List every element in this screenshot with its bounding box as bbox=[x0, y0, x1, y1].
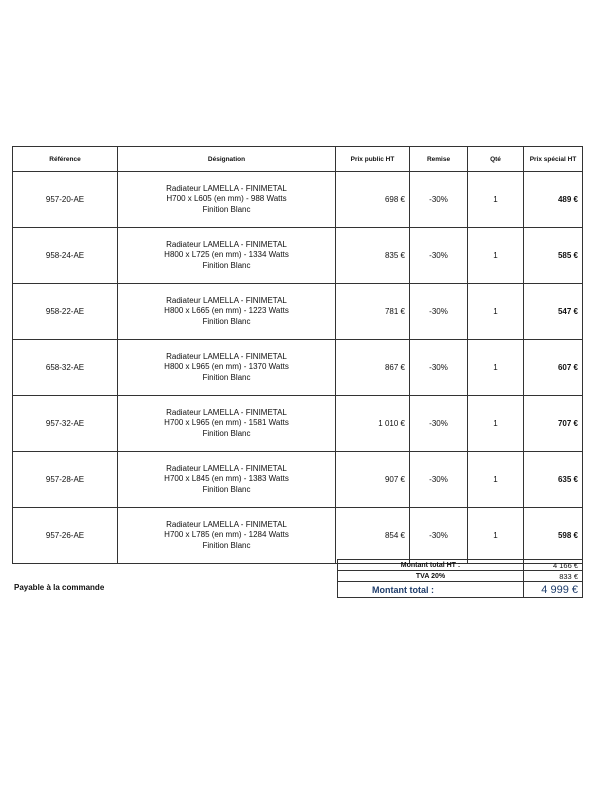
grand-total-label: Montant total : bbox=[338, 582, 524, 598]
cell-reference: 658-32-AE bbox=[13, 340, 118, 396]
header-reference: Référence bbox=[13, 147, 118, 172]
designation-line: Finition Blanc bbox=[202, 260, 251, 270]
cell-prix-public: 854 € bbox=[336, 508, 410, 564]
designation-line: Finition Blanc bbox=[202, 484, 251, 494]
designation-line: H700 x L965 (en mm) - 1581 Watts bbox=[164, 418, 289, 428]
payment-terms: Payable à la commande bbox=[14, 583, 105, 592]
quote-table bbox=[12, 146, 583, 564]
designation-line: H800 x L725 (en mm) - 1334 Watts bbox=[164, 250, 289, 260]
cell-reference: 957-26-AE bbox=[13, 508, 118, 564]
table-row bbox=[13, 396, 583, 452]
total-ht-row bbox=[338, 560, 583, 571]
cell-qte: 1 bbox=[468, 172, 524, 228]
cell-prix-special: 547 € bbox=[524, 284, 583, 340]
cell-qte: 1 bbox=[468, 452, 524, 508]
designation-line: H700 x L785 (en mm) - 1284 Watts bbox=[164, 530, 289, 540]
cell-prix-special: 585 € bbox=[524, 228, 583, 284]
table-row bbox=[13, 452, 583, 508]
cell-qte: 1 bbox=[468, 396, 524, 452]
tva-label: TVA 20% bbox=[338, 571, 524, 582]
cell-qte: 1 bbox=[468, 284, 524, 340]
header-prix-special: Prix spécial HT bbox=[524, 147, 583, 172]
header-remise: Remise bbox=[410, 147, 468, 172]
cell-designation bbox=[118, 340, 336, 396]
designation-line: Radiateur LAMELLA - FINIMETAL bbox=[166, 463, 287, 473]
designation-line: Radiateur LAMELLA - FINIMETAL bbox=[166, 183, 287, 193]
cell-prix-public: 835 € bbox=[336, 228, 410, 284]
cell-prix-special: 489 € bbox=[524, 172, 583, 228]
designation-line: Finition Blanc bbox=[202, 204, 251, 214]
cell-reference: 957-28-AE bbox=[13, 452, 118, 508]
cell-reference: 958-24-AE bbox=[13, 228, 118, 284]
cell-remise: -30% bbox=[410, 508, 468, 564]
designation-line: H700 x L605 (en mm) - 988 Watts bbox=[166, 194, 287, 204]
cell-reference: 957-20-AE bbox=[13, 172, 118, 228]
cell-reference: 958-22-AE bbox=[13, 284, 118, 340]
total-ht-label: Montant total HT : bbox=[338, 560, 524, 571]
designation-line: Radiateur LAMELLA - FINIMETAL bbox=[166, 239, 287, 249]
designation-line: Finition Blanc bbox=[202, 372, 251, 382]
table-row bbox=[13, 340, 583, 396]
designation-line: H800 x L665 (en mm) - 1223 Watts bbox=[164, 306, 289, 316]
tva-row bbox=[338, 571, 583, 582]
cell-designation bbox=[118, 172, 336, 228]
cell-prix-public: 867 € bbox=[336, 340, 410, 396]
grand-total-value: 4 999 € bbox=[524, 582, 583, 598]
cell-prix-public: 1 010 € bbox=[336, 396, 410, 452]
designation-line: Radiateur LAMELLA - FINIMETAL bbox=[166, 519, 287, 529]
cell-designation bbox=[118, 396, 336, 452]
cell-qte: 1 bbox=[468, 228, 524, 284]
designation-line: Radiateur LAMELLA - FINIMETAL bbox=[166, 351, 287, 361]
cell-reference: 957-32-AE bbox=[13, 396, 118, 452]
grand-total-row bbox=[338, 582, 583, 598]
tva-value: 833 € bbox=[524, 571, 583, 582]
designation-line: Radiateur LAMELLA - FINIMETAL bbox=[166, 407, 287, 417]
total-ht-value: 4 166 € bbox=[524, 560, 583, 571]
cell-remise: -30% bbox=[410, 172, 468, 228]
table-row bbox=[13, 228, 583, 284]
cell-prix-public: 907 € bbox=[336, 452, 410, 508]
cell-prix-special: 607 € bbox=[524, 340, 583, 396]
cell-qte: 1 bbox=[468, 340, 524, 396]
table-row bbox=[13, 284, 583, 340]
cell-designation bbox=[118, 452, 336, 508]
cell-remise: -30% bbox=[410, 452, 468, 508]
table-row bbox=[13, 508, 583, 564]
header-designation: Désignation bbox=[118, 147, 336, 172]
cell-prix-special: 598 € bbox=[524, 508, 583, 564]
cell-prix-special: 635 € bbox=[524, 452, 583, 508]
cell-designation bbox=[118, 508, 336, 564]
cell-remise: -30% bbox=[410, 396, 468, 452]
table-row bbox=[13, 172, 583, 228]
designation-line: H700 x L845 (en mm) - 1383 Watts bbox=[164, 474, 289, 484]
cell-designation bbox=[118, 228, 336, 284]
designation-line: Finition Blanc bbox=[202, 540, 251, 550]
cell-qte: 1 bbox=[468, 508, 524, 564]
cell-prix-public: 781 € bbox=[336, 284, 410, 340]
header-prix-public: Prix public HT bbox=[336, 147, 410, 172]
cell-remise: -30% bbox=[410, 340, 468, 396]
designation-line: Finition Blanc bbox=[202, 316, 251, 326]
cell-remise: -30% bbox=[410, 284, 468, 340]
totals-table bbox=[337, 559, 583, 598]
table-header-row bbox=[13, 147, 583, 172]
header-qte: Qté bbox=[468, 147, 524, 172]
cell-prix-special: 707 € bbox=[524, 396, 583, 452]
designation-line: Radiateur LAMELLA - FINIMETAL bbox=[166, 295, 287, 305]
cell-prix-public: 698 € bbox=[336, 172, 410, 228]
cell-remise: -30% bbox=[410, 228, 468, 284]
cell-designation bbox=[118, 284, 336, 340]
designation-line: H800 x L965 (en mm) - 1370 Watts bbox=[164, 362, 289, 372]
designation-line: Finition Blanc bbox=[202, 428, 251, 438]
